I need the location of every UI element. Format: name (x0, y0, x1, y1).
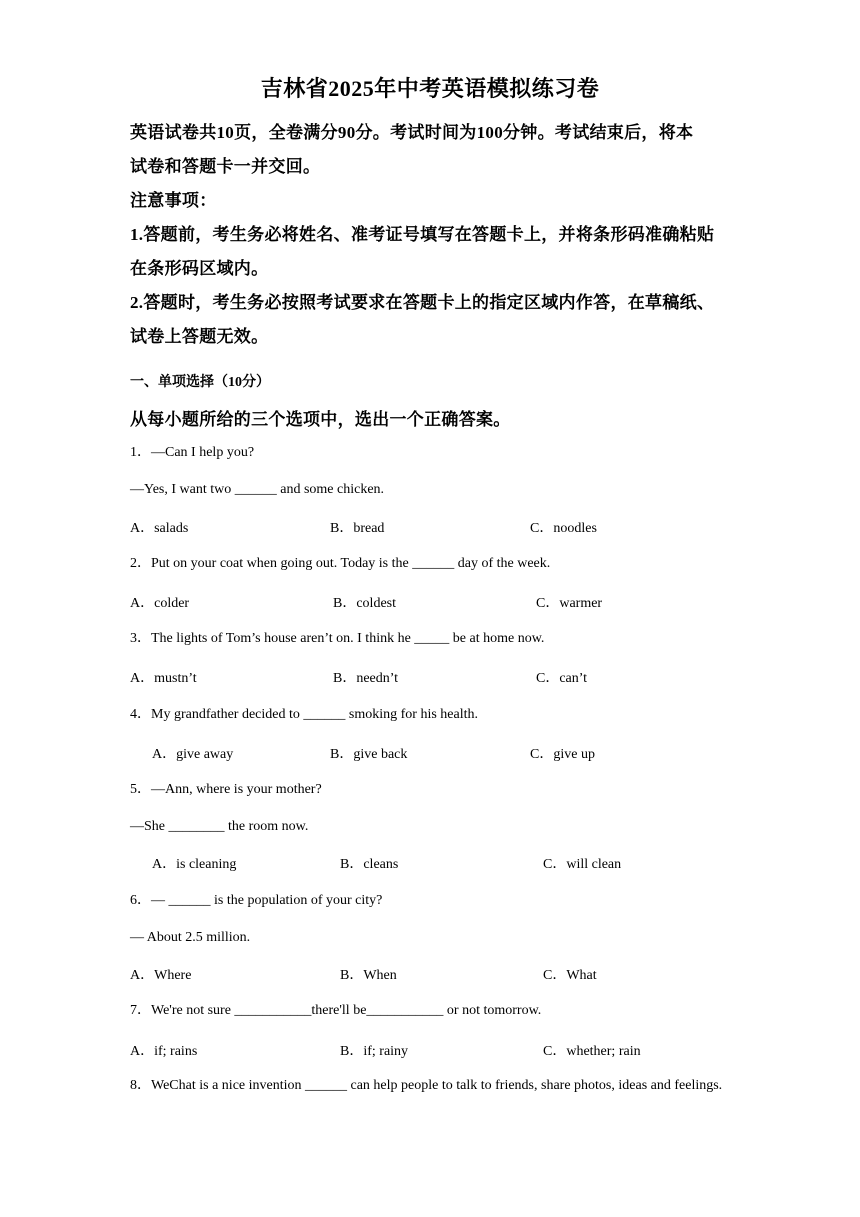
question-4-prompt: 4．My grandfather decided to ______ smoking for his health. (130, 707, 478, 722)
question-5-option-a: A．is cleaning (152, 857, 237, 872)
question-1-response: —Yes, I want two ______ and some chicken. (130, 482, 385, 497)
question-1-prompt: 1．—Can I help you? (130, 445, 255, 460)
question-1-option-b: B．bread (330, 521, 385, 536)
question-7-option-b: B．if; rainy (340, 1044, 409, 1059)
question-1-option-a: A．salads (130, 521, 189, 536)
question-7-option-c: C．whether; rain (543, 1044, 641, 1059)
question-6-response: — About 2.5 million. (130, 930, 251, 945)
question-2-option-a: A．colder (130, 596, 190, 611)
question-3-option-c: C．can’t (536, 671, 588, 686)
question-7-option-a: A．if; rains (130, 1044, 198, 1059)
question-4-option-a: A．give away (152, 747, 234, 762)
question-2-prompt: 2．Put on your coat when going out. Today is the ______ day of the week. (130, 556, 551, 571)
section-instruction: 从每小题所给的三个选项中，选出一个正确答案。 (130, 410, 511, 429)
notes-heading: 注意事项： (130, 191, 217, 210)
question-4-option-b: B．give back (330, 747, 408, 762)
question-2-option-b: B．coldest (333, 596, 396, 611)
question-8-prompt: 8．WeChat is a nice invention ______ can help people to talk to friends, share photos, ideas and feelings. (130, 1078, 723, 1093)
question-5-prompt: 5．—Ann, where is your mother? (130, 782, 322, 797)
question-5-option-c: C．will clean (543, 857, 622, 872)
question-3-option-a: A．mustn’t (130, 671, 197, 686)
question-6-option-b: B．When (340, 968, 397, 983)
question-6-option-c: C．What (543, 968, 597, 983)
note-2-line-1: 2.答题时，考生务必按照考试要求在答题卡上的指定区域内作答，在草稿纸、 (130, 293, 715, 312)
intro-line-2: 试卷和答题卡一并交回。 (130, 157, 321, 176)
note-2-line-2: 试卷上答题无效。 (130, 327, 269, 346)
page-title: 吉林省2025年中考英语模拟练习卷 (260, 76, 600, 101)
question-5-response: —She ________ the room now. (130, 819, 309, 834)
question-3-prompt: 3．The lights of Tom’s house aren’t on. I think he _____ be at home now. (130, 631, 545, 646)
question-6-prompt: 6．— ______ is the population of your city? (130, 893, 383, 908)
question-2-option-c: C．warmer (536, 596, 603, 611)
question-1-option-c: C．noodles (530, 521, 597, 536)
note-1-line-2: 在条形码区域内。 (130, 259, 269, 278)
question-4-option-c: C．give up (530, 747, 595, 762)
question-5-option-b: B．cleans (340, 857, 399, 872)
intro-line-1: 英语试卷共10页，全卷满分90分。考试时间为100分钟。考试结束后，将本 (130, 123, 694, 142)
question-6-option-a: A．Where (130, 968, 192, 983)
question-7-prompt: 7．We're not sure ___________there'll be___________ or not tomorrow. (130, 1003, 542, 1018)
section-heading: 一、单项选择（10分） (130, 375, 270, 390)
question-3-option-b: B．needn’t (333, 671, 399, 686)
note-1-line-1: 1.答题前，考生务必将姓名、准考证号填写在答题卡上，并将条形码准确粘贴 (130, 225, 715, 244)
